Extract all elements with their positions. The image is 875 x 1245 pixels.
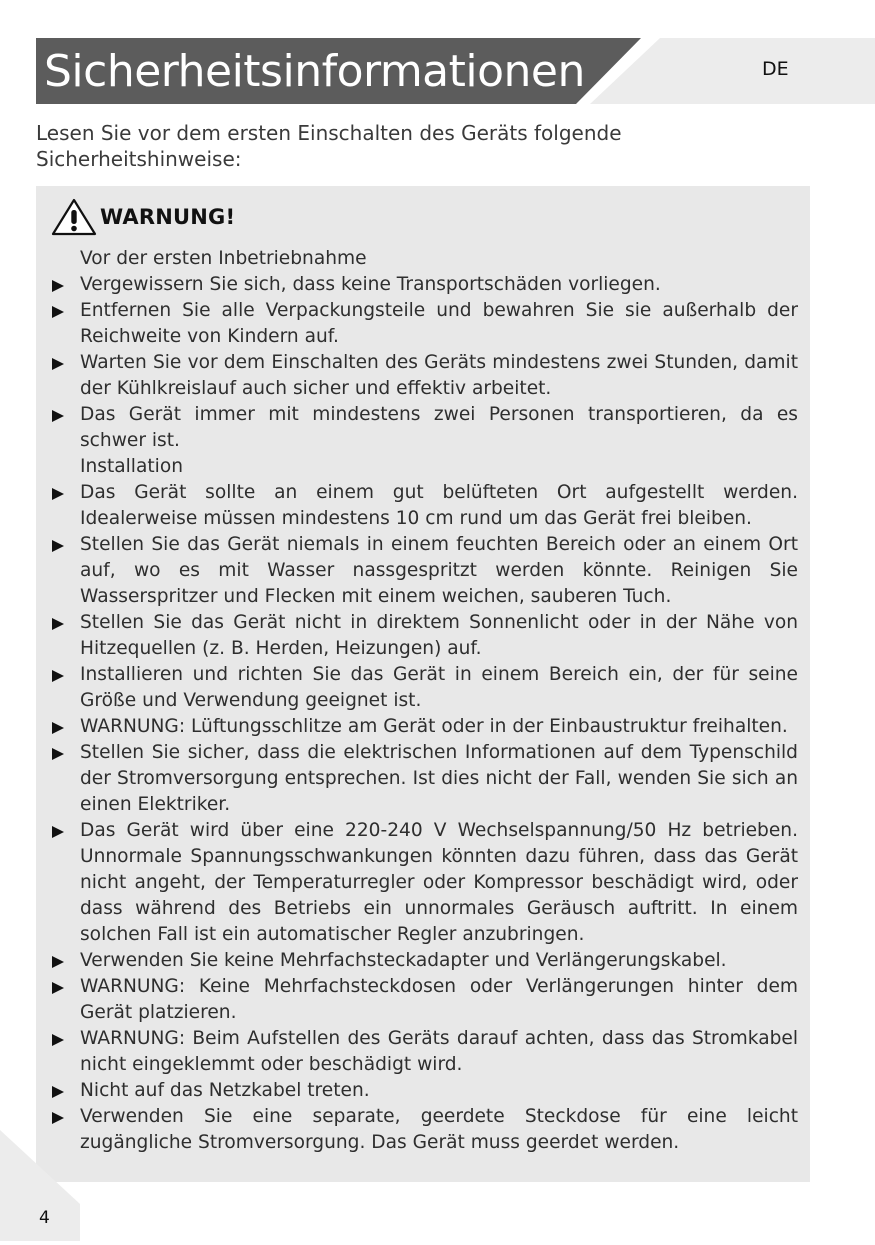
list-item: Entfernen Sie alle Verpackungsteile und bewahren Sie sie außerhalb der Reichweite von Kindern auf.: [50, 298, 798, 350]
list-item: Warten Sie vor dem Einschalten des Geräts mindestens zwei Stunden, damit der Kühlkreislauf auch sicher und effektiv arbeitet.: [50, 350, 798, 402]
warning-triangle-icon: [50, 197, 98, 237]
list-item: Installieren und richten Sie das Gerät in einem Bereich ein, der für seine Größe und Verwendung geeignet ist.: [50, 662, 798, 714]
section-heading: Vor der ersten Inbetriebnahme: [80, 248, 367, 269]
list-item: Das Gerät wird über eine 220-240 V Wechselspannung/50 Hz betrieben. Unnormale Spannungsschwankungen könnten dazu führen, dass das Gerät nicht angeht, der Temperaturregler oder Kompressor beschädigt wird, oder dass während des Betriebs ein unnormales Geräusch auftritt. In einem solchen Fall ist ein automatischer Regler anzubringen.: [50, 818, 798, 948]
page-number: 4: [39, 1208, 50, 1228]
language-label: DE: [762, 58, 789, 80]
warning-header: [50, 196, 235, 238]
list-item: WARNUNG: Beim Aufstellen des Geräts darauf achten, dass das Stromkabel nicht eingeklemmt oder beschädigt wird.: [50, 1026, 798, 1078]
list-item: Verwenden Sie keine Mehrfachsteckadapter und Verlängerungskabel.: [50, 948, 798, 974]
list-item: Nicht auf das Netzkabel treten.: [50, 1078, 798, 1104]
warning-title: WARNUNG!: [100, 205, 236, 229]
list-item: Verwenden Sie eine separate, geerdete Steckdose für eine leicht zugängliche Stromversorgung. Das Gerät muss geerdet werden.: [50, 1104, 798, 1156]
safety-list: [50, 246, 798, 1156]
list-item: Stellen Sie das Gerät niemals in einem feuchten Bereich oder an einem Ort auf, wo es mit Wasser nassgespritzt werden könnte. Reinigen Sie Wasserspritzer und Flecken mit einem weichen, sauberen Tuch.: [50, 532, 798, 610]
list-item: Das Gerät sollte an einem gut belüfteten Ort aufgestellt werden. Idealerweise müssen mindestens 10 cm rund um das Gerät frei bleiben.: [50, 480, 798, 532]
list-item: Stellen Sie sicher, dass die elektrischen Informationen auf dem Typenschild der Stromversorgung entsprechen. Ist dies nicht der Fall, wenden Sie sich an einen Elektriker.: [50, 740, 798, 818]
list-item: Stellen Sie das Gerät nicht in direktem Sonnenlicht oder in der Nähe von Hitzequellen (z. B. Herden, Heizungen) auf.: [50, 610, 798, 662]
list-item: WARNUNG: Lüftungsschlitze am Gerät oder in der Einbaustruktur freihalten.: [50, 714, 798, 740]
list-item: Das Gerät immer mit mindestens zwei Personen transportieren, da es schwer ist.: [50, 402, 798, 454]
list-item: Vergewissern Sie sich, dass keine Transportschäden vorliegen.: [50, 272, 798, 298]
list-item: WARNUNG: Keine Mehrfachsteckdosen oder Verlängerungen hinter dem Gerät platzieren.: [50, 974, 798, 1026]
page-title: Sicherheitsinformationen: [44, 46, 585, 97]
section-heading: Installation: [80, 456, 183, 477]
language-tab: [590, 38, 875, 104]
intro-text: Lesen Sie vor dem ersten Einschalten des Geräts folgende Sicherheitshinweise:: [36, 121, 622, 171]
